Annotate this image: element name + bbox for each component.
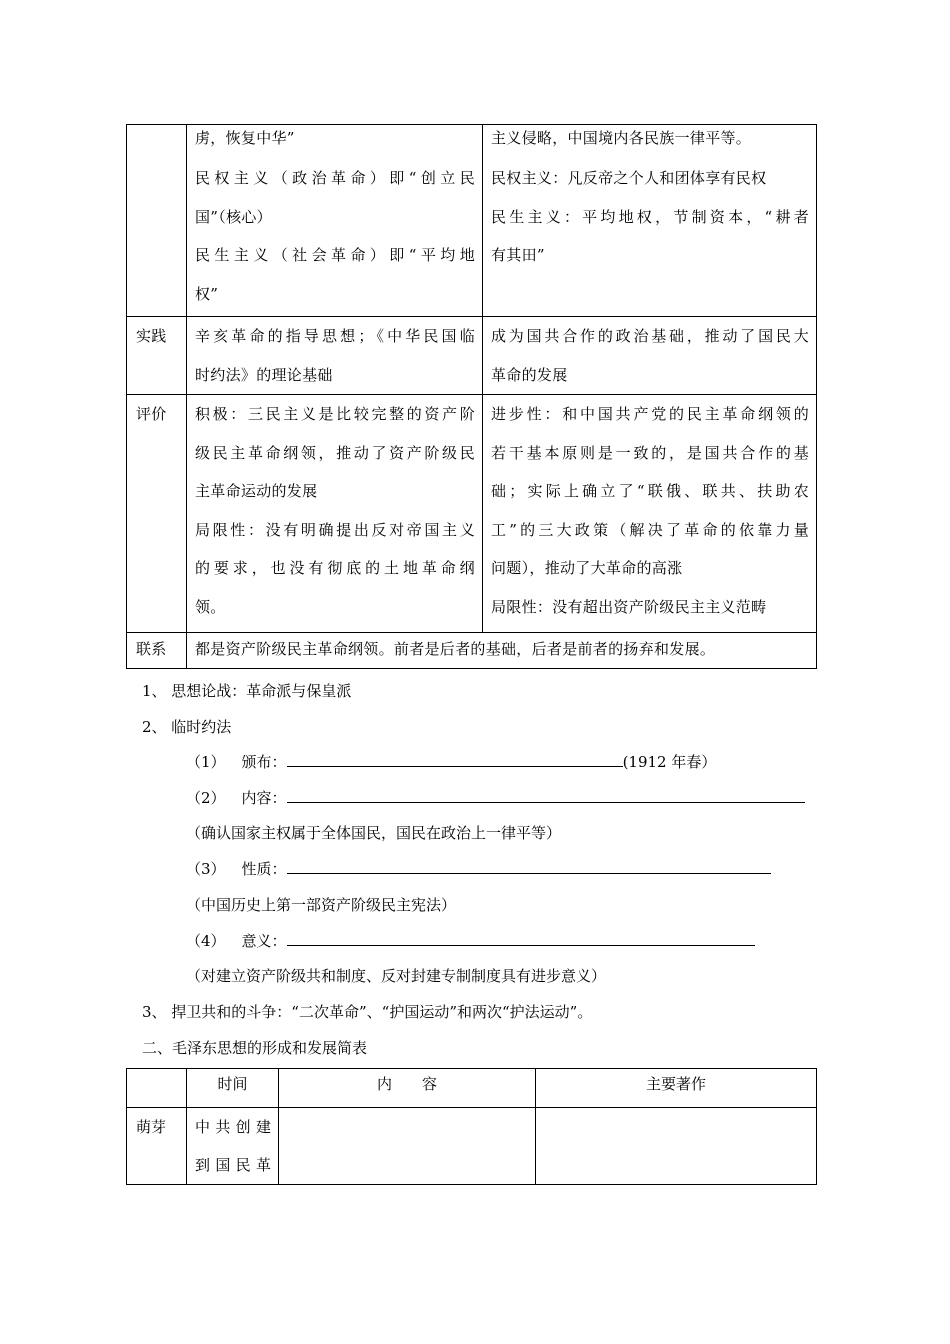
list-note: （对建立资产阶级共和制度、反对封建专制制度具有进步意义） [186, 967, 607, 985]
text-line: 的要求，也没有彻底的土地革命纲 [195, 559, 475, 577]
sub-label: 颁布： [241, 753, 287, 771]
text-line: 革命的发展 [491, 365, 568, 384]
sub-tail: (1912 年春） [622, 753, 717, 771]
text-line: 到国民革 [195, 1156, 271, 1174]
list-item [186, 787, 805, 808]
text-line: 民生主义（社会革命）即“平均地 [195, 246, 475, 264]
right-cell [483, 317, 817, 395]
fill-blank [287, 859, 771, 874]
comparison-table [126, 124, 817, 669]
fill-blank [287, 752, 623, 767]
sub-label: 性质： [241, 860, 287, 878]
left-cell [187, 317, 483, 395]
list-item: 1、 思想论战：革命派与保皇派 [142, 682, 352, 700]
table-row [127, 317, 817, 395]
text-line: 领。 [195, 597, 226, 616]
text-line: 国”（核心） [195, 207, 272, 226]
merged-cell: 都是资产阶级民主革命纲领。前者是后者的基础，后者是前者的扬弃和发展。 [187, 633, 817, 669]
text-line: 主革命运动的发展 [195, 482, 318, 500]
text-line: 权” [195, 284, 219, 303]
column-header [127, 1069, 187, 1108]
list-item: 3、 捍卫共和的斗争：“二次革命”、“护国运动”和两次“护法运动”。 [142, 1003, 593, 1021]
column-header: 主要著作 [536, 1069, 817, 1108]
list-item: 2、 临时约法 [142, 718, 232, 736]
text-line: 中共创建 [195, 1118, 271, 1136]
fill-blank [287, 788, 805, 803]
text-line: 民权主义（政治革命）即“创立民 [195, 169, 475, 187]
text-line: 础；实际上确立了“联俄、联共、扶助农 [491, 482, 809, 500]
text-line: 进步性：和中国共产党的民主革命纲领的 [491, 405, 809, 423]
list-item [186, 751, 716, 772]
text-line: 民权主义：凡反帝之个人和团体享有民权 [491, 169, 767, 187]
text-line: 主义侵略，中国境内各民族一律平等。 [491, 129, 752, 147]
text-line: 有其田” [491, 246, 545, 264]
column-header: 内 容 [279, 1069, 536, 1108]
table-row [127, 1108, 817, 1185]
table-row [127, 395, 817, 633]
list-note: （确认国家主权属于全体国民，国民在政治上一律平等） [186, 824, 562, 842]
text-line: 级民主革命纲领，推动了资产阶级民 [195, 443, 475, 462]
list-note: （中国历史上第一部资产阶级民主宪法） [186, 896, 457, 914]
list-item [186, 858, 771, 879]
table-header-row [127, 1069, 817, 1108]
text-line: 辛亥革命的指导思想；《中华民国临 [195, 327, 475, 345]
works-cell [536, 1108, 817, 1185]
text-line: 局限性：没有明确提出反对帝国主义 [195, 520, 475, 539]
right-cell [483, 395, 817, 633]
left-cell [187, 395, 483, 633]
mao-thought-table [126, 1068, 817, 1185]
column-header: 时间 [187, 1069, 279, 1108]
content-cell [279, 1108, 536, 1185]
text-line: 虏，恢复中华” [195, 129, 295, 147]
text-line: 成为国共合作的政治基础，推动了国民大 [491, 327, 809, 345]
table-row [127, 125, 817, 317]
fill-blank [287, 931, 755, 946]
sub-number: （4） [186, 932, 226, 950]
time-cell [187, 1108, 279, 1185]
text-line: 时约法》的理论基础 [195, 365, 333, 384]
sub-number: （2） [186, 789, 226, 807]
stage-cell: 萌芽 [127, 1108, 187, 1185]
sub-label: 意义： [241, 932, 287, 950]
sub-number: （1） [186, 753, 226, 771]
sub-number: （3） [186, 860, 226, 878]
text-line: 民生主义：平均地权，节制资本，“耕者 [491, 207, 809, 226]
right-cell [483, 125, 817, 317]
row-label: 联系 [127, 633, 187, 669]
text-line: 问题），推动了大革命的高涨 [491, 559, 683, 577]
sub-label: 内容： [241, 789, 287, 807]
row-label: 实践 [127, 317, 187, 395]
text-line: 若干基本原则是一致的，是国共合作的基 [491, 443, 809, 462]
row-label: 评价 [127, 395, 187, 633]
table-row [127, 633, 817, 669]
text-line: 积极：三民主义是比较完整的资产阶 [195, 405, 475, 423]
text-line: 局限性：没有超出资产阶级民主主义范畴 [491, 597, 767, 616]
section-heading: 二、毛泽东思想的形成和发展简表 [142, 1039, 368, 1057]
row-label [127, 125, 187, 317]
left-cell [187, 125, 483, 317]
text-line: 工”的三大政策（解决了革命的依靠力量 [491, 520, 809, 539]
list-item [186, 930, 755, 951]
